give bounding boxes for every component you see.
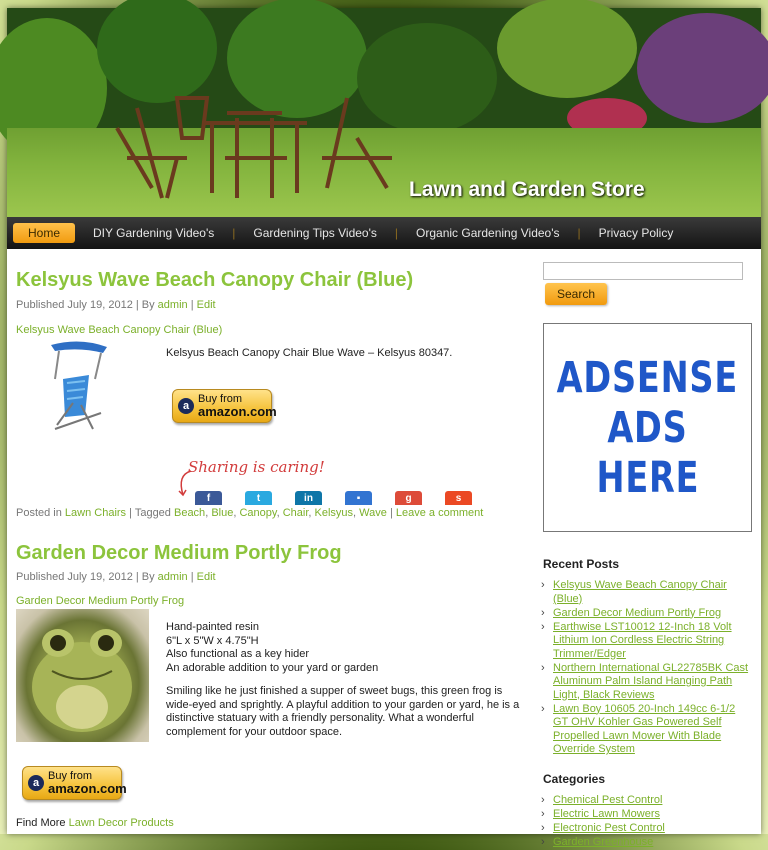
edit-link[interactable]: Edit bbox=[196, 299, 216, 311]
buy-from-amazon-button[interactable] bbox=[172, 389, 277, 423]
buy-from-label: Buy from bbox=[198, 393, 243, 405]
search-input[interactable] bbox=[543, 262, 743, 280]
chevron-right-icon: › bbox=[541, 702, 545, 715]
chevron-right-icon: › bbox=[541, 836, 545, 848]
post-title-chair[interactable]: Kelsyus Wave Beach Canopy Chair (Blue) bbox=[16, 269, 414, 291]
sidebar bbox=[541, 249, 753, 848]
ads-line: HERE bbox=[596, 452, 699, 503]
share-icons bbox=[195, 491, 472, 505]
post-meta: Published July 19, 2012 | By admin | Edit bbox=[16, 299, 216, 311]
frog-statue-image[interactable] bbox=[16, 609, 149, 742]
nav-item-diy-gardening-videos[interactable]: DIY Gardening Video's bbox=[93, 226, 215, 240]
nav-item-gardening-tips-videos[interactable]: Gardening Tips Video's bbox=[253, 226, 377, 240]
tag-link[interactable]: Wave bbox=[359, 507, 387, 519]
tag-link[interactable]: Canopy bbox=[239, 507, 277, 519]
feature-line: Hand-painted resin bbox=[166, 621, 259, 633]
amazon-icon: a bbox=[28, 775, 44, 791]
post-title-frog[interactable]: Garden Decor Medium Portly Frog bbox=[16, 542, 342, 564]
category-link[interactable]: Lawn Chairs bbox=[64, 507, 127, 519]
curved-arrow-icon bbox=[175, 467, 195, 497]
category-link[interactable]: › Chemical Pest Control bbox=[541, 794, 663, 806]
recent-post-link[interactable]: › Kelsyus Wave Beach Canopy Chair (Blue) bbox=[541, 579, 727, 605]
stumbleupon-icon[interactable]: s bbox=[445, 491, 472, 505]
author-link[interactable]: admin bbox=[157, 299, 188, 311]
nav-item-privacy-policy[interactable]: Privacy Policy bbox=[598, 226, 674, 240]
ads-line: ADS bbox=[607, 402, 688, 453]
adsense-placeholder bbox=[543, 323, 752, 532]
twitter-icon[interactable]: t bbox=[245, 491, 272, 505]
chevron-right-icon: › bbox=[541, 606, 545, 619]
ads-line: ADSENSE bbox=[556, 352, 739, 403]
category-link[interactable]: › Electric Lawn Mowers bbox=[541, 808, 660, 820]
canopy-chair-image[interactable] bbox=[45, 339, 115, 437]
recent-posts-title: Recent Posts bbox=[543, 557, 620, 571]
chevron-right-icon: › bbox=[541, 822, 545, 834]
buy-from-label: Buy from bbox=[48, 770, 93, 782]
site-title[interactable]: Lawn and Garden Store bbox=[409, 178, 645, 201]
chevron-right-icon: › bbox=[541, 808, 545, 820]
chevron-right-icon: › bbox=[541, 620, 545, 633]
nav-separator: | bbox=[394, 226, 399, 240]
frog-features bbox=[166, 621, 378, 675]
patio-furniture-image bbox=[107, 78, 407, 208]
product-description: Kelsyus Beach Canopy Chair Blue Wave – Kelsyus 80347. bbox=[166, 347, 453, 359]
category-link[interactable]: › Garden Greenhouse bbox=[541, 836, 654, 848]
header-banner bbox=[7, 8, 761, 217]
tag-link[interactable]: Beach bbox=[173, 507, 206, 519]
post-meta-date: Published July 19, 2012 | By bbox=[16, 299, 158, 311]
feature-line: Also functional as a key hider bbox=[166, 648, 310, 660]
search-button[interactable]: Search bbox=[545, 283, 607, 305]
nav-separator: | bbox=[232, 226, 236, 240]
sharing-is-caring-text: Sharing is caring! bbox=[188, 458, 325, 476]
amazon-label: amazon.com bbox=[198, 404, 277, 419]
recent-post-link[interactable]: › Lawn Boy 10605 20-Inch 149cc 6-1/2 GT OHV Kohler Gas Powered Self Propelled Lawn Mower With Blade Override System bbox=[541, 702, 736, 755]
feature-line: An adorable addition to your yard or garden bbox=[166, 661, 379, 674]
nav-item-organic-gardening-videos[interactable]: Organic Gardening Video's bbox=[416, 226, 560, 240]
chevron-right-icon: › bbox=[541, 794, 545, 806]
author-link[interactable]: admin bbox=[157, 571, 188, 583]
main-nav bbox=[7, 217, 761, 249]
categories-title: Categories bbox=[543, 772, 606, 786]
lawn-decor-link[interactable]: Lawn Decor Products bbox=[68, 817, 174, 829]
amazon-icon: a bbox=[178, 398, 194, 414]
post-footer: Posted in Lawn Chairs | Tagged Beach, Blue, Canopy, Chair, Kelsyus, Wave | Leave a comment bbox=[16, 507, 484, 519]
post-meta: Published July 19, 2012 | By admin | Edit bbox=[16, 571, 216, 583]
page bbox=[7, 8, 761, 848]
recent-post-link[interactable]: › Earthwise LST10012 12-Inch 18 Volt Lithium Ion Cordless Electric String Trimmer/Edger bbox=[541, 620, 732, 660]
google-icon[interactable]: g bbox=[395, 491, 422, 505]
linkedin-icon[interactable]: in bbox=[295, 491, 322, 505]
nav-item-home[interactable]: Home bbox=[13, 223, 75, 243]
edit-link[interactable]: Edit bbox=[196, 571, 216, 583]
recent-posts-list bbox=[541, 579, 753, 757]
find-more bbox=[16, 817, 174, 829]
delicious-icon[interactable]: ▪ bbox=[345, 491, 372, 505]
tag-link[interactable]: Kelsyus bbox=[314, 507, 354, 519]
amazon-label: amazon.com bbox=[48, 781, 127, 796]
tag-link[interactable]: Chair bbox=[282, 507, 309, 519]
recent-post-link[interactable]: › Garden Decor Medium Portly Frog bbox=[541, 606, 722, 619]
tag-link[interactable]: Blue bbox=[211, 507, 234, 519]
frog-description: Smiling like he just finished a supper of sweet bugs, this green frog is wide-eyed and sprightly. A playful addition to your garden or yard, he is a distinctive statuary with a friendly personality. What a wonderful complement for your outdoor space. bbox=[166, 685, 520, 738]
buy-from-amazon-button[interactable] bbox=[22, 766, 127, 800]
feature-line: 6"L x 5"W x 4.75"H bbox=[166, 634, 259, 647]
leave-comment-link[interactable]: Leave a comment bbox=[395, 507, 484, 519]
category-link[interactable]: › Electronic Pest Control bbox=[541, 822, 665, 834]
main-content bbox=[7, 249, 532, 834]
categories-list bbox=[541, 794, 753, 850]
product-link[interactable]: Garden Decor Medium Portly Frog bbox=[16, 595, 185, 607]
find-more-label: Find More bbox=[16, 817, 69, 829]
chevron-right-icon: › bbox=[541, 579, 545, 591]
product-link[interactable]: Kelsyus Wave Beach Canopy Chair (Blue) bbox=[16, 324, 223, 336]
recent-post-link[interactable]: › Northern International GL22785BK Cast Aluminum Palm Island Hanging Path Light, Black Reviews bbox=[541, 661, 749, 701]
frog-illustration bbox=[16, 609, 149, 742]
post-meta-date: Published July 19, 2012 | By bbox=[16, 571, 158, 583]
tagged-label: | Tagged bbox=[126, 507, 174, 519]
facebook-icon[interactable]: f bbox=[195, 491, 222, 505]
posted-in-label: Posted in bbox=[16, 507, 65, 519]
nav-separator: | bbox=[577, 226, 581, 240]
chevron-right-icon: › bbox=[541, 661, 545, 674]
